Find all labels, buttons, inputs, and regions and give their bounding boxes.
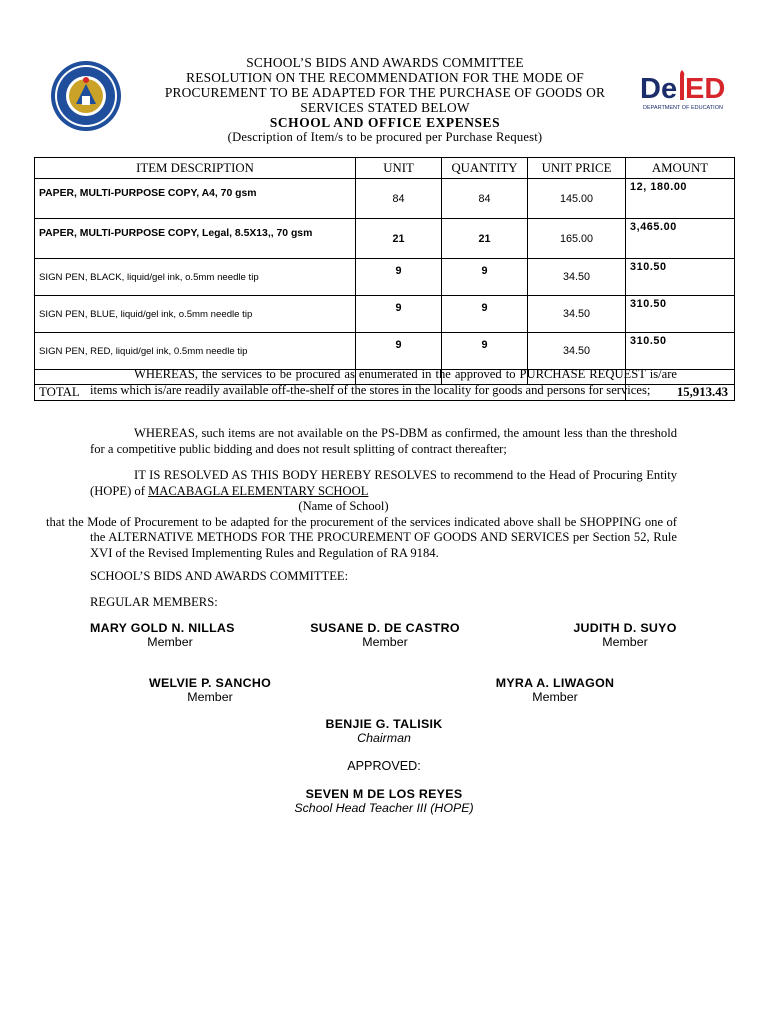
signatory-role: Member: [147, 635, 193, 649]
signatory-role: Chairman: [357, 731, 411, 745]
table-row: [35, 296, 735, 333]
document-header: [130, 55, 640, 145]
item-unit-price: 165.00: [528, 219, 626, 259]
items-table: [34, 157, 735, 401]
signatory-name: JUDITH D. SUYO: [573, 621, 677, 635]
item-quantity: 9: [442, 333, 528, 370]
signatory-name: WELVIE P. SANCHO: [148, 676, 272, 690]
item-amount: 310.50: [626, 259, 735, 296]
item-unit-price: 145.00: [528, 179, 626, 219]
col-header-quantity: QUANTITY: [442, 158, 528, 179]
item-description: SIGN PEN, BLUE, liquid/gel ink, o.5mm needle tip: [35, 296, 356, 333]
signatory-name: SEVEN M DE LOS REYES: [305, 787, 463, 801]
whereas-paragraph-1: WHEREAS, the services to be procured as enumerated in the approved to PURCHASE REQUEST is/are items which is/are readily available off-the-shelf of the stores in the locality for goods and persons for services;: [90, 367, 677, 397]
signatory-name: SUSANE D. DE CASTRO: [310, 621, 460, 635]
resolution-title-line-2: PROCUREMENT TO BE ADAPTED FOR THE PURCHASE OF GOODS OR: [164, 85, 606, 100]
name-of-school-label: (Name of School): [298, 499, 389, 514]
item-unit: 84: [356, 179, 442, 219]
table-row: [35, 219, 735, 259]
committee-title: SCHOOL’S BIDS AND AWARDS COMMITTEE: [246, 55, 524, 70]
item-amount: 12, 180.00: [626, 179, 735, 219]
signatory-member-3: [545, 621, 705, 649]
signatory-role: Member: [187, 690, 233, 704]
total-label: TOTAL: [35, 385, 626, 401]
item-unit: 9: [356, 296, 442, 333]
regular-members-label: REGULAR MEMBERS:: [90, 595, 218, 609]
signatory-member-1: [90, 621, 250, 649]
svg-text:ED: ED: [685, 73, 726, 105]
svg-text:De: De: [640, 73, 678, 105]
col-header-amount: AMOUNT: [626, 158, 735, 179]
signatory-member-5: [475, 676, 635, 704]
item-unit: 9: [356, 333, 442, 370]
item-description: PAPER, MULTI-PURPOSE COPY, Legal, 8.5X13,, 70 gsm: [35, 219, 356, 259]
item-amount: 310.50: [626, 333, 735, 370]
deped-seal-logo: [50, 60, 122, 132]
resolution-title-line-1: RESOLUTION ON THE RECOMMENDATION FOR THE MODE OF: [186, 70, 584, 85]
signatory-chairman: [284, 717, 484, 745]
signatory-name: MYRA A. LIWAGON: [495, 676, 615, 690]
col-header-item-description: ITEM DESCRIPTION: [35, 158, 356, 179]
item-unit-price: 34.50: [528, 296, 626, 333]
col-header-unit: UNIT: [356, 158, 442, 179]
table-row: [35, 333, 735, 370]
signatory-name: BENJIE G. TALISIK: [325, 717, 443, 731]
signatory-role: Member: [602, 635, 648, 649]
item-quantity: 9: [442, 259, 528, 296]
item-quantity: 84: [442, 179, 528, 219]
item-unit: 9: [356, 259, 442, 296]
svg-text:DEPARTMENT OF EDUCATION: DEPARTMENT OF EDUCATION: [643, 105, 723, 111]
table-row: [35, 179, 735, 219]
item-description: SIGN PEN, BLACK, liquid/gel ink, o.5mm needle tip: [35, 259, 356, 296]
item-unit-price: 34.50: [528, 333, 626, 370]
resolution-paragraph: [46, 468, 677, 562]
total-amount: 15,913.43: [626, 385, 735, 401]
item-amount: 310.50: [626, 296, 735, 333]
signatory-member-2: [300, 621, 470, 649]
signatory-role: School Head Teacher III (HOPE): [294, 801, 474, 815]
item-quantity: 21: [442, 219, 528, 259]
item-unit: 21: [356, 219, 442, 259]
item-amount: 3,465.00: [626, 219, 735, 259]
item-description: PAPER, MULTI-PURPOSE COPY, A4, 70 gsm: [35, 179, 356, 219]
approved-label: APPROVED:: [347, 759, 421, 773]
whereas-paragraph-2: WHEREAS, such items are not available on the PS-DBM as confirmed, the amount less than the threshold for a competitive public bidding and does not result splitting of contract thereafter;: [90, 426, 677, 456]
resolution-intro: IT IS RESOLVED AS THIS BODY HEREBY RESOLVES to recommend to the Head of Procuring Entity (HOPE) of: [90, 468, 677, 498]
table-caption: (Description of Item/s to be procured per Purchase Request): [227, 130, 543, 144]
signatory-school-head: [234, 787, 534, 815]
committee-label: SCHOOL’S BIDS AND AWARDS COMMITTEE:: [90, 569, 349, 583]
table-row: [35, 259, 735, 296]
signatory-role: Member: [362, 635, 408, 649]
signatory-member-4: [130, 676, 290, 704]
resolution-title-line-3: SERVICES STATED BELOW: [300, 100, 470, 115]
signatory-name: MARY GOLD N. NILLAS: [90, 621, 235, 635]
col-header-unit-price: UNIT PRICE: [528, 158, 626, 179]
item-quantity: 9: [442, 296, 528, 333]
signatory-role: Member: [532, 690, 578, 704]
resolution-body: that the Mode of Procurement to be adapted for the procurement of the services indicated above shall be SHOPPING one of the ALTERNATIVE METHODS FOR THE PROCUREMENT OF GOODS AND SERVICES per Section 52, Rule XVI of the Revised Implementing Rules and Regulation of RA 9184.: [46, 514, 677, 560]
item-unit-price: 34.50: [528, 259, 626, 296]
table-header-row: [35, 158, 735, 179]
item-description: SIGN PEN, RED, liquid/gel ink, 0.5mm needle tip: [35, 333, 356, 370]
expense-category: SCHOOL AND OFFICE EXPENSES: [269, 115, 501, 130]
deped-logo: [640, 68, 732, 116]
school-name: MACABAGLA ELEMENTARY SCHOOL: [148, 483, 369, 498]
